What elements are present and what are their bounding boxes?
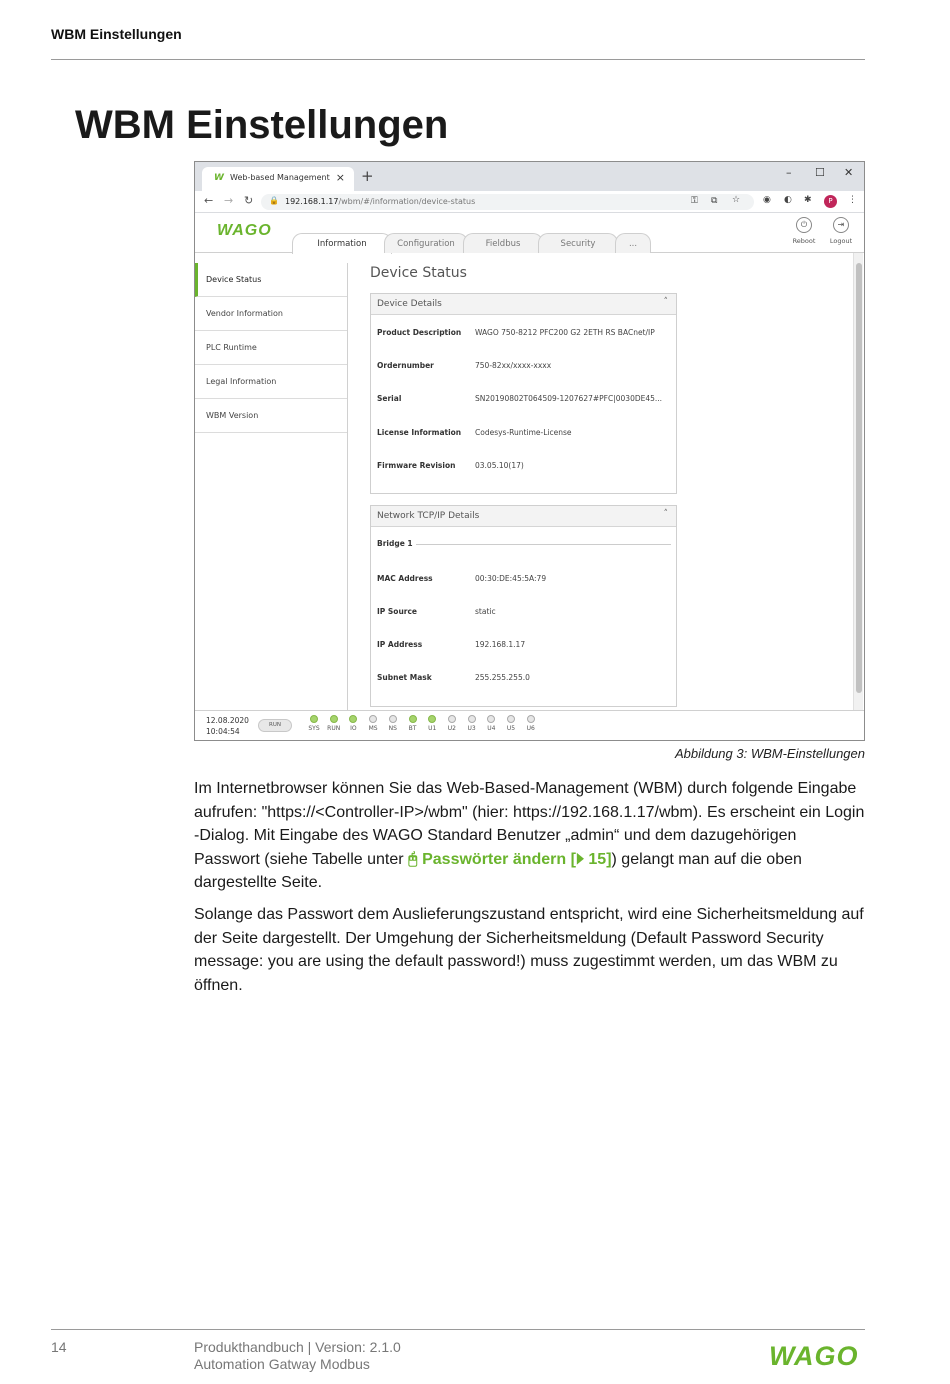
sidebar-item-wbm-version[interactable]: WBM Version	[195, 399, 347, 433]
device-details-panel	[370, 293, 677, 494]
reload-icon[interactable]: ↻	[244, 194, 254, 207]
sidebar-item-vendor-information[interactable]: Vendor Information	[195, 297, 347, 331]
close-window-button[interactable]: ✕	[844, 166, 854, 179]
status-led	[442, 715, 462, 732]
status-led	[383, 715, 403, 732]
detail-value: 00:30:DE:45:5A:79	[475, 574, 547, 583]
detail-key: Subnet Mask	[377, 673, 432, 682]
led-label: SYS	[308, 725, 320, 732]
detail-key: Product Description	[377, 328, 462, 337]
led-label: NS	[388, 725, 397, 732]
device-status-title: Device Status	[370, 265, 467, 281]
wbm-screenshot	[194, 161, 865, 741]
bridge-label: Bridge 1	[377, 539, 416, 548]
url-host: 192.168.1.17	[285, 197, 339, 206]
wbm-sidebar	[195, 263, 348, 710]
detail-key: Serial	[377, 394, 402, 403]
device-details-heading: Device Details	[377, 299, 442, 309]
network-details-header[interactable]	[371, 506, 676, 527]
led-label: U3	[467, 725, 476, 732]
footer-subtitle: Automation Gatway Modbus	[194, 1356, 370, 1372]
detail-key: IP Source	[377, 607, 418, 616]
tab-more[interactable]: ...	[615, 233, 651, 253]
status-led	[324, 715, 344, 732]
logout-label: Logout	[829, 237, 853, 245]
detail-value: WAGO 750-8212 PFC200 G2 2ETH RS BACnet/IP	[475, 328, 655, 337]
status-led	[481, 715, 501, 732]
status-led	[403, 715, 423, 732]
led-dot	[349, 715, 357, 723]
run-switch-badge: RUN	[258, 719, 292, 732]
url-path: /wbm/#/information/device-status	[338, 197, 476, 206]
scrollbar[interactable]	[853, 253, 863, 710]
power-icon: ⏻	[796, 217, 812, 233]
detail-key: Ordernumber	[377, 361, 434, 370]
detail-value: static	[475, 607, 496, 616]
status-led	[304, 715, 324, 732]
page-title: WBM Einstellungen	[75, 103, 449, 147]
sidebar-item-device-status[interactable]: Device Status	[195, 263, 347, 297]
led-dot	[527, 715, 535, 723]
lock-icon: 🔒	[269, 196, 279, 205]
led-label: BT	[408, 725, 417, 732]
network-details-heading: Network TCP/IP Details	[377, 511, 480, 521]
sidebar-item-plc-runtime[interactable]: PLC Runtime	[195, 331, 347, 365]
key-icon[interactable]: ⚿	[691, 196, 698, 206]
reboot-label: Reboot	[792, 237, 816, 245]
detail-value: 03.05.10(17)	[475, 461, 524, 470]
logout-icon: ⇥	[833, 217, 849, 233]
status-time: 10:04:54	[206, 727, 240, 736]
extension-icon[interactable]: ◉	[763, 195, 771, 205]
page-number: 14	[51, 1339, 67, 1355]
tab-security[interactable]: Security	[538, 233, 618, 253]
led-label: U1	[428, 725, 437, 732]
password-link-text: Passwörter ändern [	[422, 850, 576, 868]
led-label: U6	[526, 725, 535, 732]
browser-tab[interactable]	[202, 167, 354, 191]
status-led	[462, 715, 482, 732]
led-dot	[310, 715, 318, 723]
minimize-button[interactable]: –	[786, 166, 792, 179]
collapse-caret-icon[interactable]: ˄	[663, 297, 668, 307]
led-label: IO	[350, 725, 357, 732]
header-divider	[51, 59, 865, 60]
led-dot	[330, 715, 338, 723]
led-dot	[389, 715, 397, 723]
led-dot	[369, 715, 377, 723]
network-details-panel	[370, 505, 677, 707]
paragraph-security: Solange das Passwort dem Auslieferungszustand entspricht, wird eine Sicherheitsmeldung auf der Seite dargestellt. Der Umgehung der Sicherheitsmeldung (Default Password Security message: you are using the default password!) muss zugestimmt werden, um das WBM zu öffnen.	[194, 906, 864, 994]
tab-information[interactable]: Information	[292, 233, 392, 254]
sidebar-item-legal-information[interactable]: Legal Information	[195, 365, 347, 399]
led-dot	[507, 715, 515, 723]
wbm-status-bar	[195, 710, 864, 741]
led-dot	[448, 715, 456, 723]
translate-icon[interactable]: ⧉	[711, 196, 718, 206]
figure-caption: Abbildung 3: WBM-Einstellungen	[674, 746, 865, 761]
paragraph-intro	[194, 777, 865, 895]
wago-logo: WAGO	[217, 222, 272, 239]
reboot-button[interactable]	[790, 217, 818, 245]
extension-circle-icon[interactable]: ◐	[784, 195, 792, 205]
detail-value: 192.168.1.17	[475, 640, 526, 649]
detail-value: 750-82xx/xxxx-xxxx	[475, 361, 552, 370]
led-label: RUN	[327, 725, 341, 732]
maximize-button[interactable]: ☐	[815, 166, 825, 179]
detail-key: License Information	[377, 428, 462, 437]
running-head: WBM Einstellungen	[51, 26, 182, 42]
detail-value: SN20190802T064509-1207627#PFC|0030DE45...	[475, 394, 663, 403]
led-dot	[409, 715, 417, 723]
star-icon[interactable]: ☆	[732, 195, 741, 205]
led-label: U2	[447, 725, 456, 732]
status-led	[422, 715, 442, 732]
new-tab-button[interactable]: +	[361, 167, 374, 185]
led-label: MS	[368, 725, 378, 732]
browser-tab-title: Web-based Management	[230, 173, 330, 182]
arrow-right-icon: ⏵	[575, 850, 584, 868]
close-tab-icon[interactable]: ×	[335, 171, 345, 184]
mouse-icon: 🖰	[408, 850, 418, 868]
password-link[interactable]	[408, 851, 611, 868]
status-led	[501, 715, 521, 732]
back-arrow-icon[interactable]: ←	[204, 194, 214, 207]
status-date: 12.08.2020	[206, 716, 249, 725]
detail-key: MAC Address	[377, 574, 433, 583]
browser-tab-strip	[195, 162, 864, 191]
status-led	[521, 715, 541, 732]
bridge-divider	[411, 544, 671, 545]
wago-footer-logo: WAGO	[769, 1341, 859, 1371]
detail-value: 255.255.255.0	[475, 673, 530, 682]
footer-divider	[51, 1329, 865, 1330]
wago-favicon-icon: W	[214, 173, 224, 183]
footer-product: Produkthandbuch | Version: 2.1.0	[194, 1339, 401, 1355]
detail-key: IP Address	[377, 640, 423, 649]
logout-button[interactable]	[827, 217, 855, 245]
wbm-header	[195, 213, 864, 253]
profile-avatar[interactable]: P	[824, 195, 837, 208]
menu-dots-icon[interactable]: ⋮	[848, 195, 857, 205]
forward-arrow-icon[interactable]: →	[224, 194, 234, 207]
detail-value: Codesys-Runtime-License	[475, 428, 572, 437]
led-label: U4	[487, 725, 496, 732]
tab-fieldbus[interactable]: Fieldbus	[463, 233, 543, 253]
paragraph-intro-end: ) gelangt man auf die oben dargestellte Seite.	[194, 850, 802, 891]
password-link-page: 15]	[588, 850, 612, 868]
status-led	[363, 715, 383, 732]
led-dot	[468, 715, 476, 723]
tab-configuration[interactable]: Configuration	[384, 233, 468, 253]
puzzle-icon[interactable]: ✱	[804, 195, 812, 205]
device-details-header[interactable]	[371, 294, 676, 315]
scroll-thumb[interactable]	[856, 263, 862, 693]
led-dot	[487, 715, 495, 723]
collapse-caret-icon[interactable]: ˄	[663, 509, 668, 519]
led-dot	[428, 715, 436, 723]
status-datetime	[206, 715, 249, 737]
url-text	[285, 197, 475, 206]
detail-key: Firmware Revision	[377, 461, 456, 470]
browser-toolbar	[195, 191, 864, 213]
paragraph-intro-text: Im Internetbrowser können Sie das Web-Based-Management (WBM) durch folgende Eingabe aufrufen: "https://<Controller-IP>/wbm" (hier: https://192.168.1.17/wbm). Es erscheint ein Login -Dialog. Mit Eingabe des WAGO Standard Benutzer „admin“ und dem dazugehörigen Passwort (siehe Tabelle unter	[194, 780, 865, 868]
led-label: U5	[506, 725, 516, 732]
address-bar[interactable]	[261, 194, 754, 210]
status-led	[343, 715, 363, 732]
